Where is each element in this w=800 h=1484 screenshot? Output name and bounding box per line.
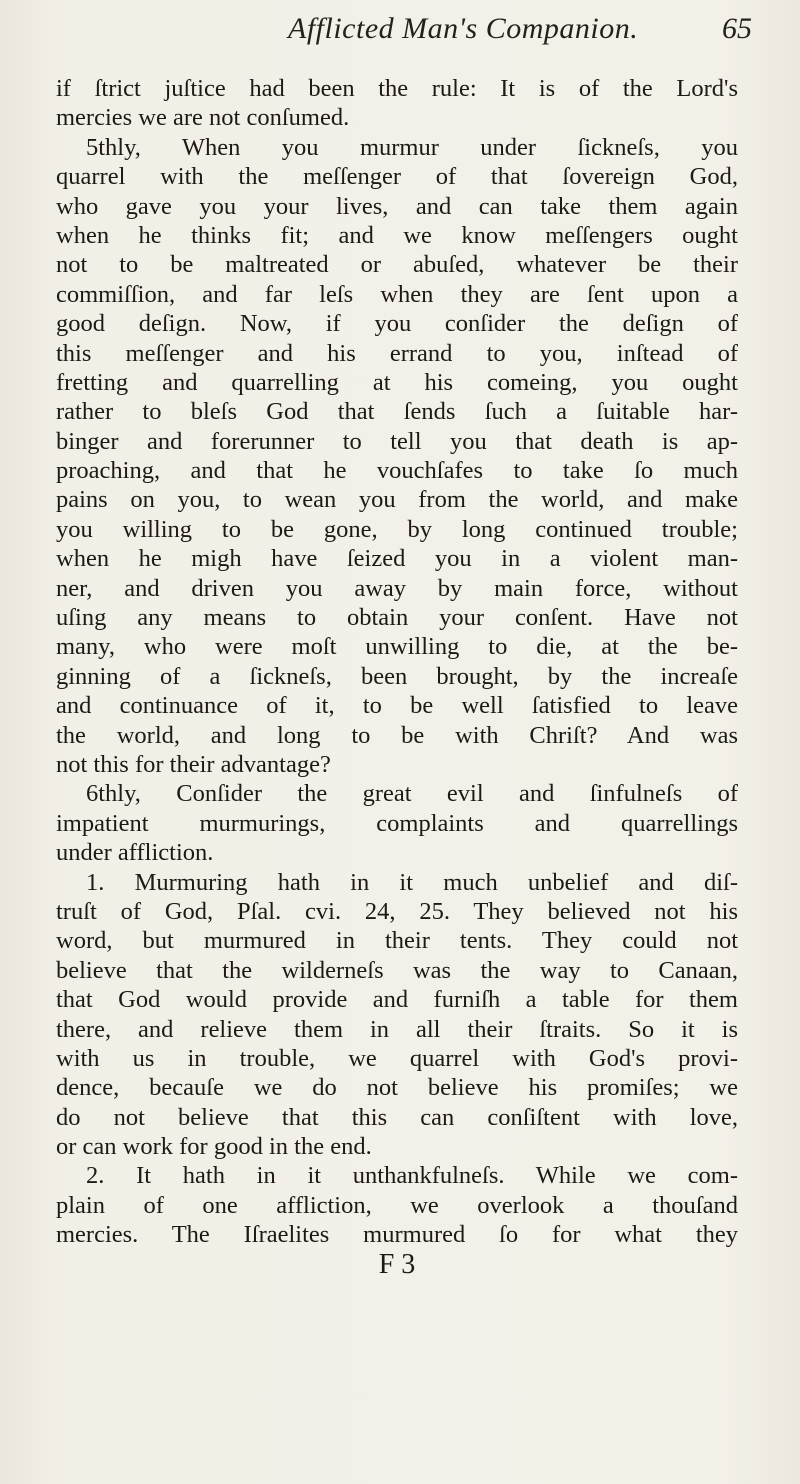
text-line: you willing to be gone, by long continued trouble; bbox=[56, 515, 738, 543]
text-line: 2. It hath in it unthankfulneſs. While we com- bbox=[86, 1162, 738, 1190]
text-line: not to be maltreated or abuſed, whatever be their bbox=[56, 251, 738, 279]
running-head: Afflicted Man's Companion. bbox=[288, 12, 639, 45]
text-line: binger and forerunner to tell you that death is ap- bbox=[56, 427, 738, 455]
text-line: word, but murmured in their tents. They could not bbox=[56, 927, 738, 955]
text-line: not this for their advantage? bbox=[56, 750, 331, 778]
text-line: mercies we are not conſumed. bbox=[56, 104, 350, 132]
text-line: this meſſenger and his errand to you, inſtead of bbox=[56, 339, 738, 367]
text-line: ner, and driven you away by main force, without bbox=[56, 574, 738, 602]
signature-mark: F 3 bbox=[378, 1249, 416, 1280]
text-line: who gave you your lives, and can take them again bbox=[56, 192, 738, 220]
text-line: truſt of God, Pſal. cvi. 24, 25. They believed not his bbox=[56, 897, 738, 925]
page-number: 65 bbox=[722, 12, 752, 45]
text-line: believe that the wilderneſs was the way to Canaan, bbox=[56, 956, 738, 984]
text-line: under affliction. bbox=[56, 839, 214, 867]
text-line: proaching, and that he vouchſafes to take ſo much bbox=[56, 457, 738, 485]
text-line: ginning of a ſickneſs, been brought, by the increaſe bbox=[56, 662, 738, 690]
text-line: fretting and quarrelling at his comeing, you ought bbox=[56, 368, 738, 396]
body-text bbox=[56, 74, 738, 1279]
text-line: if ſtrict juſtice had been the rule: It is of the Lord's bbox=[56, 75, 738, 102]
text-line: dence, becauſe we do not believe his promiſes; we bbox=[56, 1074, 738, 1102]
text-line: commiſſion, and far leſs when they are ſent upon a bbox=[56, 280, 738, 308]
text-line: do not believe that this can conſiſtent with love, bbox=[56, 1103, 738, 1131]
text-line: pains on you, to wean you from the world, and make bbox=[56, 486, 738, 514]
text-line: that God would provide and furniſh a table for them bbox=[56, 986, 738, 1014]
text-line: uſing any means to obtain your conſent. Have not bbox=[56, 604, 738, 632]
text-line: there, and relieve them in all their ſtraits. So it is bbox=[56, 1015, 738, 1043]
text-line: with us in trouble, we quarrel with God's provi- bbox=[56, 1044, 738, 1072]
text-line: the world, and long to be with Chriſt? And was bbox=[56, 721, 738, 749]
text-line: many, who were moſt unwilling to die, at the be- bbox=[56, 633, 738, 661]
text-line: or can work for good in the end. bbox=[56, 1133, 372, 1161]
text-line: 5thly, When you murmur under ſickneſs, you bbox=[86, 133, 738, 161]
text-line: good deſign. Now, if you conſider the deſign of bbox=[56, 310, 738, 338]
page-header bbox=[0, 8, 800, 52]
text-line: when he migh have ſeized you in a violent man- bbox=[56, 545, 738, 573]
text-line: 6thly, Conſider the great evil and ſinfulneſs of bbox=[86, 780, 738, 808]
text-line: quarrel with the meſſenger of that ſovereign God, bbox=[56, 163, 738, 191]
text-line: when he thinks fit; and we know meſſengers ought bbox=[56, 221, 738, 249]
text-line: and continuance of it, to be well ſatisfied to leave bbox=[56, 692, 738, 720]
text-line: plain of one affliction, we overlook a thouſand bbox=[56, 1191, 738, 1219]
text-line: 1. Murmuring hath in it much unbelief and diſ- bbox=[86, 868, 738, 896]
text-line: impatient murmurings, complaints and quarrellings bbox=[56, 809, 738, 837]
text-line: mercies. The Iſraelites murmured ſo for what they bbox=[56, 1221, 738, 1249]
text-line: rather to bleſs God that ſends ſuch a ſuitable har- bbox=[56, 398, 738, 426]
